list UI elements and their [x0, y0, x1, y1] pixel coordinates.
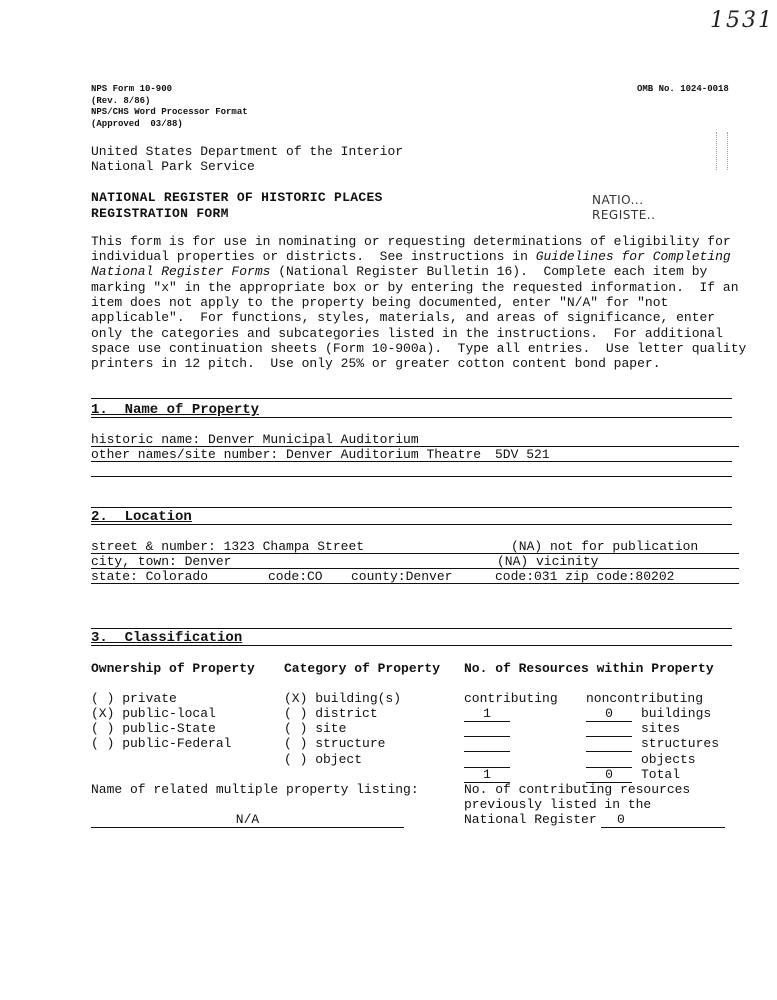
- previously-listed-line-3: National Register: [464, 812, 597, 827]
- section-3-rule: [91, 645, 732, 646]
- previously-listed-line-1: No. of contributing resources: [464, 782, 691, 797]
- form-id-line-3: NPS/CHS Word Processor Format: [91, 107, 248, 117]
- contributing-objects-count[interactable]: [464, 752, 510, 768]
- form-title-line-2: REGISTRATION FORM: [91, 206, 229, 221]
- section-2-rule: [91, 524, 732, 525]
- intro-line-6: applicable". For functions, styles, materials, and areas of significance, enter: [91, 310, 716, 325]
- form-title-line-1: NATIONAL REGISTER OF HISTORIC PLACES: [91, 190, 383, 205]
- street-number-field[interactable]: street & number: 1323 Champa Street: [91, 539, 365, 554]
- ownership-public-state-option[interactable]: ( ) public-State: [91, 721, 216, 736]
- county-field[interactable]: county:Denver: [351, 569, 453, 584]
- section-3-title: 3. Classification: [91, 630, 243, 646]
- ownership-public-local-option[interactable]: (X) public-local: [91, 706, 216, 721]
- received-stamp-line-1: NATIO...: [592, 193, 644, 207]
- category-structure-option[interactable]: ( ) structure: [284, 736, 386, 751]
- contributing-buildings-count[interactable]: 1: [464, 706, 510, 722]
- historic-name-field[interactable]: historic name: Denver Municipal Auditorium: [91, 432, 419, 447]
- category-header: Category of Property: [284, 661, 441, 676]
- contributing-structures-count[interactable]: [464, 736, 510, 752]
- section-1-title: 1. Name of Property: [91, 402, 260, 418]
- handwritten-note: 1531: [710, 8, 774, 33]
- intro-line-8: space use continuation sheets (Form 10-900a). Type all entries. Use letter quality: [91, 341, 747, 356]
- omb-number: OMB No. 1024-0018: [637, 84, 729, 94]
- intro-line-3: National Register Forms (National Register Bulletin 16). Complete each item by: [91, 264, 708, 279]
- related-listing-label: Name of related multiple property listing:: [91, 782, 419, 797]
- ownership-header: Ownership of Property: [91, 661, 255, 676]
- vicinity-field[interactable]: (NA) vicinity: [497, 554, 599, 569]
- state-field[interactable]: state: Colorado: [91, 569, 209, 584]
- received-stamp-line-2: REGISTE..: [592, 208, 656, 222]
- site-number-value: 5DV 521: [495, 447, 550, 462]
- resource-objects-label: objects: [641, 752, 696, 767]
- noncontributing-total-count[interactable]: 0: [586, 767, 632, 783]
- section-2-top-rule: [91, 507, 732, 508]
- intro-line-7: only the categories and subcategories listed in the instructions. For additional: [91, 326, 723, 341]
- intro-line-1: This form is for use in nominating or requesting determinations of eligibility for: [91, 234, 731, 249]
- intro-line-4: marking "x" in the appropriate box or by entering the requested information. If an: [91, 280, 739, 295]
- intro-line-2: individual properties or districts. See instructions in Guidelines for Completing: [91, 249, 731, 264]
- contributing-label: contributing: [464, 691, 558, 706]
- intro-line-9: printers in 12 pitch. Use only 25% or greater cotton content bond paper.: [91, 356, 661, 371]
- county-code-zip-field[interactable]: code:031 zip code:80202: [495, 569, 675, 584]
- section-1-rule: [91, 417, 732, 418]
- ownership-private-option[interactable]: ( ) private: [91, 691, 177, 706]
- section-1-top-rule: [91, 398, 732, 399]
- city-town-field[interactable]: city, town: Denver: [91, 554, 232, 569]
- category-site-option[interactable]: ( ) site: [284, 721, 347, 736]
- category-buildings-option[interactable]: (X) building(s): [284, 691, 402, 706]
- section-2-title: 2. Location: [91, 509, 192, 525]
- contributing-sites-count[interactable]: [464, 721, 510, 737]
- not-for-publication-field[interactable]: (NA) not for publication: [511, 539, 699, 554]
- scan-mark: [716, 132, 728, 170]
- department-line-2: National Park Service: [91, 159, 255, 174]
- resource-sites-label: sites: [641, 721, 681, 736]
- state-underline: [91, 583, 739, 584]
- previously-listed-line-2: previously listed in the: [464, 797, 652, 812]
- intro-line-5: item does not apply to the property being documented, enter "N/A" for "not: [91, 295, 669, 310]
- noncontributing-label: noncontributing: [586, 691, 704, 706]
- resource-structures-label: structures: [641, 736, 720, 751]
- noncontributing-sites-count[interactable]: [586, 721, 632, 737]
- category-district-option[interactable]: ( ) district: [284, 706, 378, 721]
- state-code-field[interactable]: code:CO: [268, 569, 323, 584]
- form-id-line-2: (Rev. 8/86): [91, 96, 151, 106]
- ownership-public-federal-option[interactable]: ( ) public-Federal: [91, 736, 232, 751]
- resources-header: No. of Resources within Property: [464, 661, 714, 676]
- department-line-1: United States Department of the Interior: [91, 144, 404, 159]
- section-3-top-rule: [91, 628, 732, 629]
- form-id-line-4: (Approved 03/88): [91, 119, 183, 129]
- contributing-total-count[interactable]: 1: [464, 767, 510, 783]
- form-id-line-1: NPS Form 10-900: [91, 84, 173, 94]
- section-1-blank-line: [91, 476, 732, 477]
- noncontributing-structures-count[interactable]: [586, 736, 632, 752]
- related-listing-field[interactable]: N/A: [91, 812, 404, 828]
- resource-total-label: Total: [641, 767, 681, 782]
- category-object-option[interactable]: ( ) object: [284, 752, 363, 767]
- noncontributing-objects-count[interactable]: [586, 752, 632, 768]
- previously-listed-count-field[interactable]: 0: [601, 812, 725, 828]
- other-names-field[interactable]: other names/site number: Denver Auditorium Theatre: [91, 447, 482, 462]
- noncontributing-buildings-count[interactable]: 0: [586, 706, 632, 722]
- other-names-underline: [91, 461, 732, 462]
- resource-buildings-label: buildings: [641, 706, 712, 721]
